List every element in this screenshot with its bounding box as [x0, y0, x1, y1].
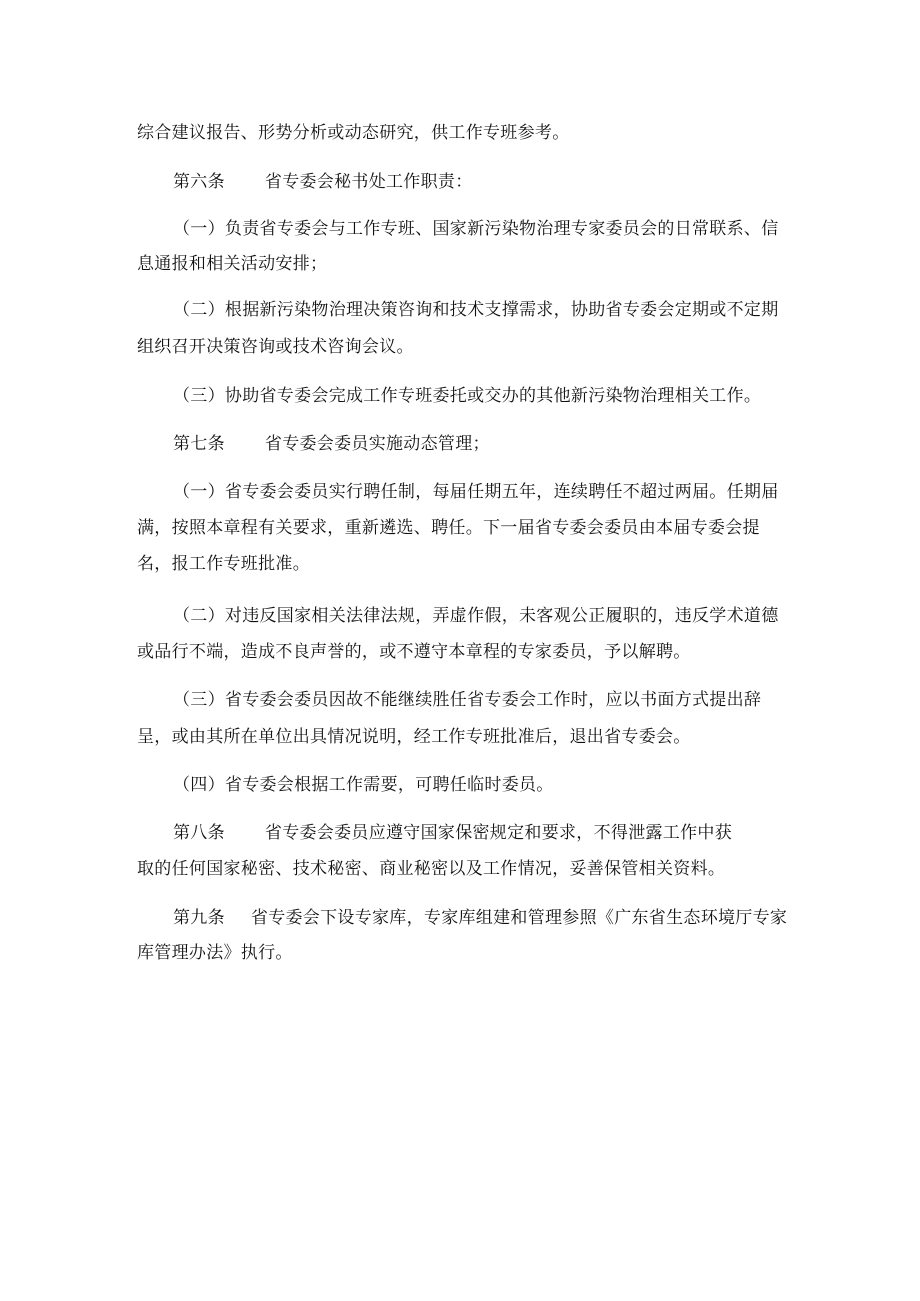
article-9-line-2: 库管理办法》执行。 — [137, 943, 293, 963]
article-7-item-1-line-2: 满，按照本章程有关要求，重新遴选、聘任。下一届省专委会委员由本届专委会提 — [137, 518, 760, 538]
article-6-item-1-line-1: （一）负责省专委会与工作专班、国家新污染物治理专家委员会的日常联系、信 — [173, 219, 779, 239]
article-7-item-4-line-1: （四）省专委会根据工作需要，可聘任临时委员。 — [173, 775, 554, 795]
article-8-line-2: 取的任何国家秘密、技术秘密、商业秘密以及工作情况，妥善保管相关资料。 — [137, 859, 726, 879]
article-7-item-2-line-1: （二）对违反国家相关法律法规，弄虚作假，未客观公正履职的，违反学术道德 — [173, 606, 779, 626]
article-8-label: 第八条 — [173, 823, 225, 843]
article-7-item-1-line-3: 名，报工作专班批准。 — [137, 554, 310, 574]
article-6-item-2-line-2: 组织召开决策咨询或技术咨询会议。 — [137, 337, 414, 357]
article-7-item-2-line-2: 或品行不端，造成不良声誉的，或不遵守本章程的专家委员，予以解聘。 — [137, 642, 691, 662]
article-9-label: 第九条 — [173, 908, 225, 928]
article-6-item-3-line-1: （三）协助省专委会完成工作专班委托或交办的其他新污染物治理相关工作。 — [173, 386, 762, 406]
article-6-item-2-line-1: （二）根据新污染物治理决策咨询和技术支撑需求，协助省专委会定期或不定期 — [173, 300, 779, 320]
article-6-heading — [173, 171, 473, 193]
article-6-label: 第六条 — [173, 172, 225, 192]
article-7-item-3-line-2: 呈，或由其所在单位出具情况说明，经工作专班批准后，退出省专委会。 — [137, 727, 691, 747]
paragraph-line: 综合建议报告、形势分析或动态研究，供工作专班参考。 — [137, 123, 570, 143]
article-7-label: 第七条 — [173, 434, 225, 454]
article-9-line-1 — [173, 907, 787, 929]
article-7-item-3-line-1: （三）省专委会委员因故不能继续胜任省专委会工作时，应以书面方式提出辞 — [173, 690, 762, 710]
article-8-line-1 — [173, 822, 732, 844]
article-7-text: 省专委会委员实施动态管理； — [264, 434, 490, 454]
article-6-text: 省专委会秘书处工作职责： — [264, 172, 473, 192]
article-7-item-1-line-1: （一）省专委会委员实行聘任制，每届任期五年，连续聘任不超过两届。任期届 — [173, 482, 779, 502]
article-7-heading — [173, 433, 490, 455]
article-8-text: 省专委会委员应遵守国家保密规定和要求，不得泄露工作中获 — [264, 823, 733, 843]
article-6-item-1-line-2: 息通报和相关活动安排； — [137, 254, 328, 274]
article-9-text: 省专委会下设专家库，专家库组建和管理参照《广东省生态环境厅专家 — [250, 908, 788, 928]
